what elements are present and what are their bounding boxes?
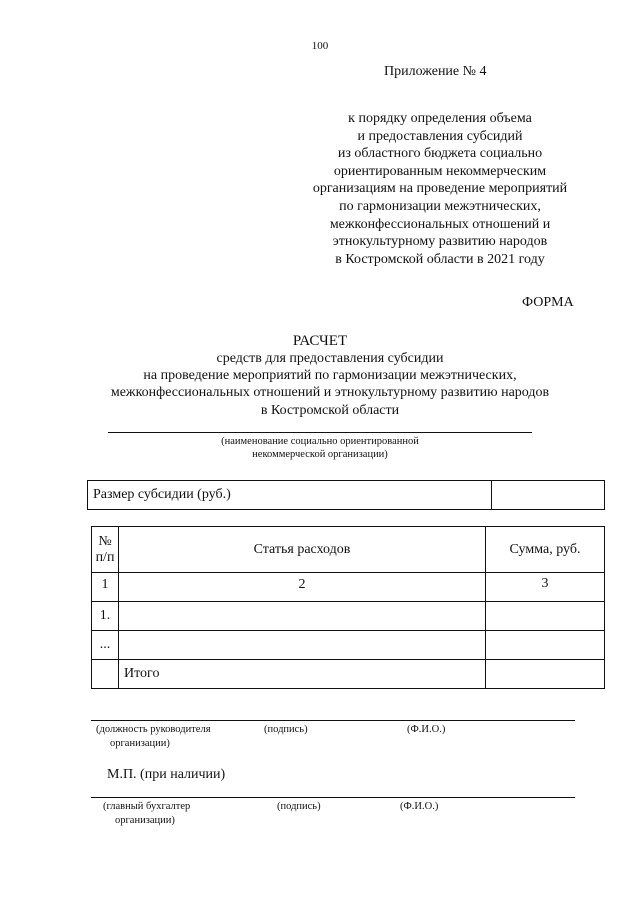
total-label: Итого xyxy=(119,660,486,689)
table-row xyxy=(92,602,605,631)
subsidy-value xyxy=(492,481,605,510)
caption-line: организации) xyxy=(115,815,175,826)
org-name-caption xyxy=(180,435,460,461)
appendix-line: организациям на проведение мероприятий xyxy=(312,181,568,197)
row-sum xyxy=(486,602,605,631)
appendix-line: ориентированным некоммерческим xyxy=(333,163,547,179)
head-position-caption xyxy=(96,723,211,751)
header-sum: Сумма, руб. xyxy=(486,527,605,573)
row-number: ... xyxy=(92,631,119,660)
subsidy-label: Размер субсидии (руб.) xyxy=(88,481,492,510)
caption-line: (должность руководителя xyxy=(96,724,211,735)
appendix-title: Приложение № 4 xyxy=(384,64,487,79)
appendix-line: к порядку определения объема xyxy=(348,111,532,126)
row-item xyxy=(119,602,486,631)
page-number: 100 xyxy=(311,40,329,52)
form-label: ФОРМА xyxy=(522,295,574,310)
subsidy-table xyxy=(87,480,605,510)
total-number xyxy=(92,660,119,689)
org-name-line xyxy=(108,432,532,433)
stamp-label: М.П. (при наличии) xyxy=(107,767,226,782)
appendix-line: межконфессиональных отношений и xyxy=(329,216,551,232)
subtitle-line: в Костромской области xyxy=(260,402,400,418)
subsidy-row xyxy=(88,481,605,510)
total-sum xyxy=(486,660,605,689)
accountant-signature-line xyxy=(91,797,575,798)
numbering-cell: 3 xyxy=(486,573,605,602)
caption-line: организации) xyxy=(110,738,170,749)
subtitle-line: межконфессиональных отношений и этнокультурному развитию народов xyxy=(110,385,550,401)
caption-line: (наименование социально ориентированной xyxy=(221,436,419,447)
calculation-subtitle xyxy=(60,350,600,419)
appendix-line: в Костромской области в 2021 году xyxy=(335,251,545,267)
numbering-cell: 2 xyxy=(119,573,486,602)
appendix-description xyxy=(270,110,610,268)
accountant-signature-caption: (подпись) xyxy=(277,801,321,812)
numbering-cell: 1 xyxy=(92,573,119,602)
appendix-line: и предоставления субсидий xyxy=(357,128,523,144)
row-sum xyxy=(486,631,605,660)
calculation-title: РАСЧЕТ xyxy=(292,333,348,349)
table-row xyxy=(92,631,605,660)
appendix-line: по гармонизации межэтнических, xyxy=(339,198,541,214)
head-signature-line xyxy=(91,720,575,721)
appendix-line: этнокультурному развитию народов xyxy=(332,234,548,250)
row-item xyxy=(119,631,486,660)
head-signature-caption: (подпись) xyxy=(264,724,308,735)
head-name-caption: (Ф.И.О.) xyxy=(407,724,446,735)
caption-line: (главный бухгалтер xyxy=(103,801,191,812)
accountant-position-caption xyxy=(103,800,190,828)
total-row xyxy=(92,660,605,689)
numbering-row xyxy=(92,573,605,602)
appendix-line: из областного бюджета социально xyxy=(337,146,543,162)
expenses-table xyxy=(91,526,605,689)
row-number: 1. xyxy=(92,602,119,631)
accountant-name-caption: (Ф.И.О.) xyxy=(400,801,439,812)
header-item: Статья расходов xyxy=(119,527,486,573)
header-number: № п/п xyxy=(92,527,119,573)
subtitle-line: на проведение мероприятий по гармонизации межэтнических, xyxy=(143,368,517,384)
subtitle-line: средств для предоставления субсидии xyxy=(216,351,444,366)
caption-line: некоммерческой организации) xyxy=(252,449,388,460)
header-row xyxy=(92,527,605,573)
